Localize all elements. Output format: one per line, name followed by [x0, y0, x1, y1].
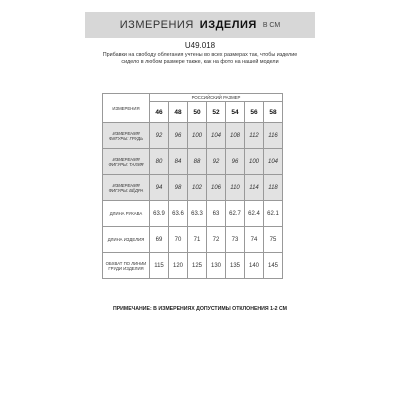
value-cell: 102	[188, 175, 207, 201]
size-header-cell: 50	[188, 102, 207, 123]
size-header-cell: 52	[207, 102, 226, 123]
value-cell: 88	[188, 149, 207, 175]
value-cell: 84	[169, 149, 188, 175]
value-cell: 63.9	[150, 201, 169, 227]
value-cell: 100	[245, 149, 264, 175]
value-cell: 118	[264, 175, 283, 201]
value-cell: 63.6	[169, 201, 188, 227]
row-label: ИЗМЕРЕНИЯ ФИГУРЫ: БЁДРА	[103, 175, 150, 201]
value-cell: 116	[264, 123, 283, 149]
tolerance-note: ПРИМЕЧАНИЕ: В ИЗМЕРЕНИЯХ ДОПУСТИМЫ ОТКЛОНЕНИЯ 1-2 СМ	[112, 306, 288, 312]
corner-label: ИЗМЕРЕНИЯ	[103, 94, 150, 123]
row-label: ОБХВАТ ПО ЛИНИИ ГРУДИ ИЗДЕЛИЯ	[103, 253, 150, 279]
value-cell: 96	[226, 149, 245, 175]
title-part-units: В СМ	[262, 21, 281, 29]
value-cell: 70	[169, 227, 188, 253]
size-header-cell: 56	[245, 102, 264, 123]
table-row	[103, 201, 283, 227]
size-table	[102, 93, 283, 279]
value-cell: 92	[207, 149, 226, 175]
fit-note: Прибавки на свободу облегания учтены во всех размерах так, чтобы изделие сидело в любом размере также, как на фото на нашей модели	[102, 52, 298, 65]
value-cell: 92	[150, 123, 169, 149]
value-cell: 62.4	[245, 201, 264, 227]
value-cell: 125	[188, 253, 207, 279]
value-cell: 104	[264, 149, 283, 175]
value-cell: 98	[169, 175, 188, 201]
value-cell: 63	[207, 201, 226, 227]
row-label: ДЛИНА РУКАВА	[103, 201, 150, 227]
value-cell: 140	[245, 253, 264, 279]
value-cell: 63.3	[188, 201, 207, 227]
value-cell: 106	[207, 175, 226, 201]
row-label: ИЗМЕРЕНИЯ ФИГУРЫ: ТАЛИЯ	[103, 149, 150, 175]
value-cell: 110	[226, 175, 245, 201]
value-cell: 115	[150, 253, 169, 279]
value-cell: 94	[150, 175, 169, 201]
row-label: ДЛИНА ИЗДЕЛИЯ	[103, 227, 150, 253]
value-cell: 73	[226, 227, 245, 253]
value-cell: 114	[245, 175, 264, 201]
table-row	[103, 149, 283, 175]
table-row	[103, 227, 283, 253]
value-cell: 62.1	[264, 201, 283, 227]
title-part-product: ИЗДЕЛИЯ	[199, 19, 257, 31]
size-header-cell: 58	[264, 102, 283, 123]
value-cell: 145	[264, 253, 283, 279]
table-row	[103, 175, 283, 201]
value-cell: 104	[207, 123, 226, 149]
value-cell: 108	[226, 123, 245, 149]
title-bar	[85, 12, 315, 38]
table-row	[103, 253, 283, 279]
table-header-row	[103, 94, 283, 102]
value-cell: 74	[245, 227, 264, 253]
value-cell: 120	[169, 253, 188, 279]
table-row	[103, 123, 283, 149]
value-cell: 96	[169, 123, 188, 149]
value-cell: 135	[226, 253, 245, 279]
size-chart-sheet	[85, 0, 315, 400]
size-group-label: РОССИЙСКИЙ РАЗМЕР	[150, 94, 283, 102]
size-header-cell: 48	[169, 102, 188, 123]
value-cell: 100	[188, 123, 207, 149]
size-header-cell: 54	[226, 102, 245, 123]
title-part-measurements: ИЗМЕРЕНИЯ	[119, 19, 194, 31]
value-cell: 75	[264, 227, 283, 253]
value-cell: 72	[207, 227, 226, 253]
value-cell: 130	[207, 253, 226, 279]
row-label: ИЗМЕРЕНИЯ ФИГУРЫ: ГРУДЬ	[103, 123, 150, 149]
value-cell: 71	[188, 227, 207, 253]
value-cell: 69	[150, 227, 169, 253]
size-header-cell: 46	[150, 102, 169, 123]
value-cell: 62.7	[226, 201, 245, 227]
product-code: U49.018	[184, 41, 216, 50]
value-cell: 112	[245, 123, 264, 149]
value-cell: 80	[150, 149, 169, 175]
